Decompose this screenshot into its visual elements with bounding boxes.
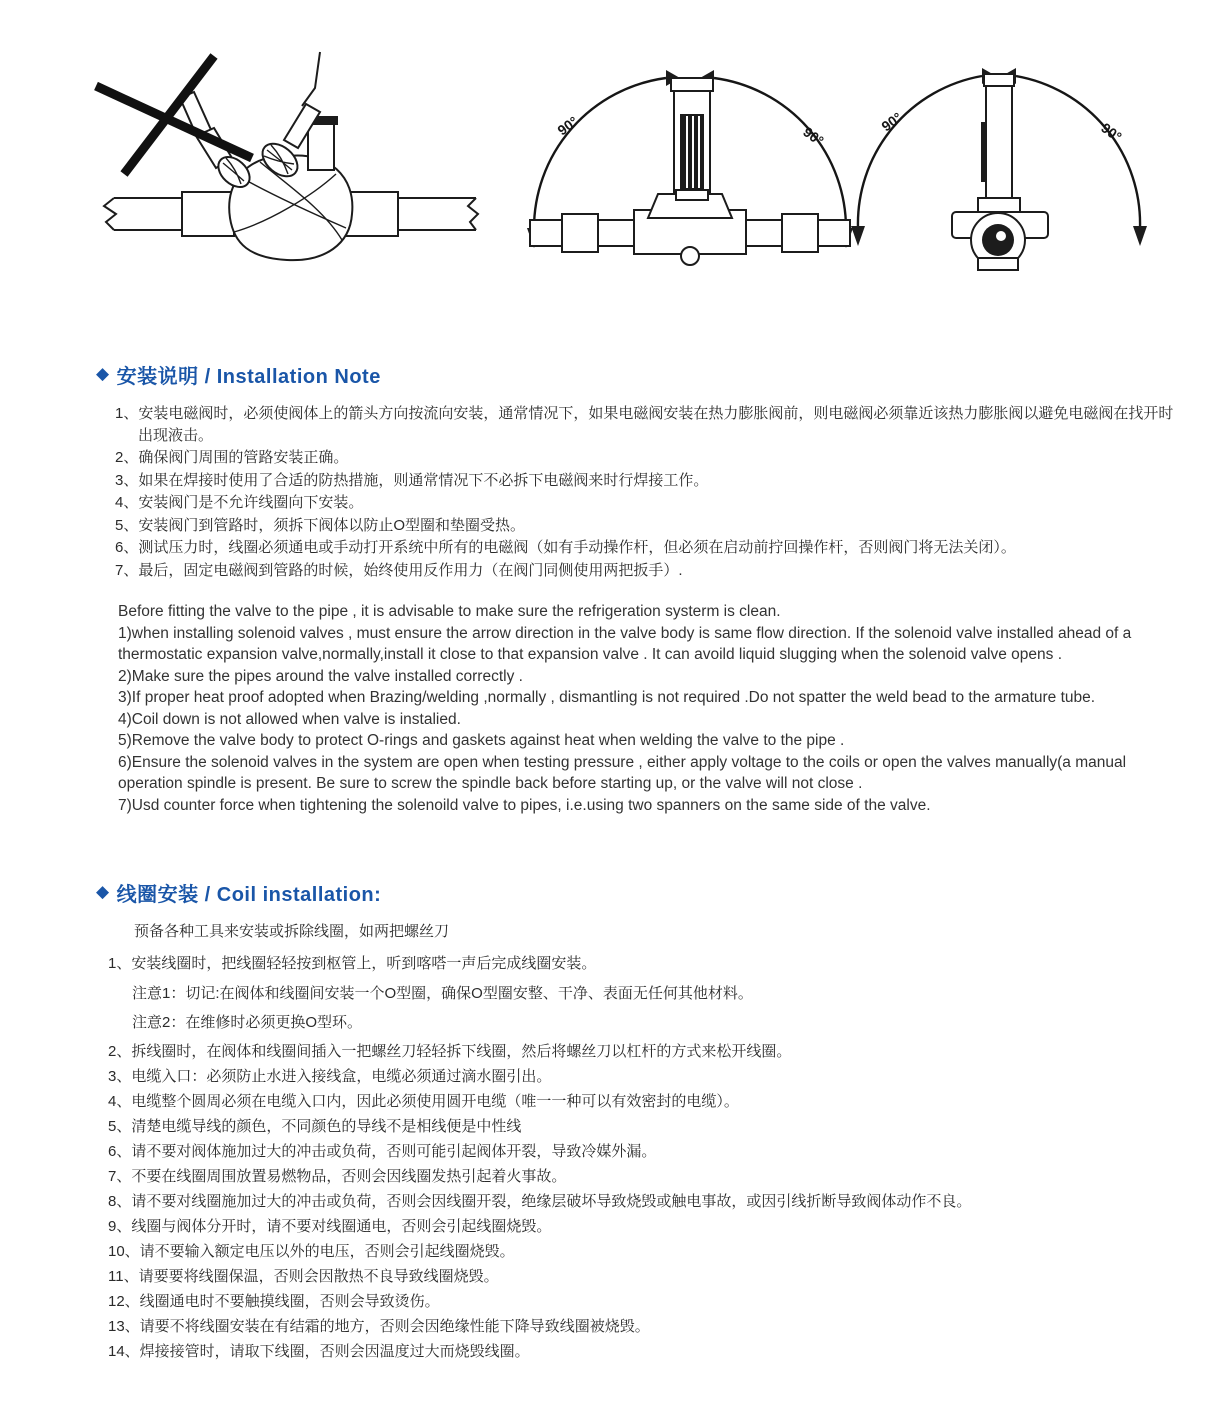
list-item: 8、请不要对线圈施加过大的冲击或负荷，否则会因线圈开裂，绝缘层破坏导致烧毁或触电事故，或因引线折断导致阀体动作不良。 <box>108 1193 972 1210</box>
armature-tube <box>308 124 334 170</box>
coil-installation-heading <box>96 878 1186 907</box>
section-title: 安装说明 / Installation Note <box>116 366 381 388</box>
coil-intro-text: 预备各种工具来安装或拆除线圈，如两把螺丝刀 <box>134 923 450 940</box>
no-flame-welding-figure <box>84 46 484 264</box>
installation-note-en-block <box>118 601 1148 816</box>
solenoid-valve-side-drawing <box>952 74 1048 270</box>
list-item: 14、焊接接管时，请取下线圈，否则会因温度过大而烧毁线圈。 <box>108 1343 530 1360</box>
installation-note-section <box>96 360 1186 816</box>
diamond-icon: ◆ <box>96 881 110 901</box>
installation-note-zh-list <box>96 403 1186 581</box>
note-line: 注意2：在维修时必须更换O型环。 <box>132 1014 363 1031</box>
list-item: 1、安装线圈时，把线圈轻轻按到枢管上，听到喀嗒一声后完成线圈安装。 <box>108 955 597 972</box>
list-item: 4、安装阀门是不允许线圈向下安装。 <box>115 494 364 511</box>
rotation-angle-label: 90° <box>554 113 581 139</box>
diamond-icon: ◆ <box>96 363 110 383</box>
paragraph: Before fitting the valve to the pipe , it is advisable to make sure the refrigeration systerm is clean. <box>118 603 781 620</box>
list-item: 12、线圈通电时不要触摸线圈，否则会导致烫伤。 <box>108 1293 440 1310</box>
list-item: 9、线圈与阀体分开时，请不要对线圈通电，否则会引起线圈烧毁。 <box>108 1218 552 1235</box>
list-item: 11、请要要将线圈保温，否则会因散热不良导致线圈烧毁。 <box>108 1268 499 1285</box>
installation-note-heading <box>96 360 1186 389</box>
paragraph: 4)Coil down is not allowed when valve is instalied. <box>118 710 461 728</box>
list-item: 4、电缆整个圆周必须在电缆入口内，因此必须使用圆开电缆（唯一一种可以有效密封的电缆）。 <box>108 1093 739 1110</box>
list-item: 7、最后，固定电磁阀到管路的时候，始终使用反作用力（在阀门同侧使用两把扳手）. <box>115 561 683 579</box>
list-item: 6、请不要对阀体施加过大的冲击或负荷，否则可能引起阀体开裂，导致冷媒外漏。 <box>108 1143 657 1160</box>
coil-installation-list <box>96 953 1186 1363</box>
list-item: 2、拆线圈时，在阀体和线圈间插入一把螺丝刀轻轻拆下线圈，然后将螺丝刀以杠杆的方式来松开线圈。 <box>108 1043 792 1060</box>
paragraph: 2)Make sure the pipes around the valve installed correctly . <box>118 667 523 685</box>
note-line: 注意1：切记:在阀体和线圈间安装一个O型圈，确保O型圈安整、干净、表面无任何其他材料。 <box>132 985 753 1002</box>
paragraph: 6)Ensure the solenoid valves in the system are open when testing pressure , either apply voltage to the coils or open the valves manually(a manual operation spindle is present. Be sure to screw the spindle back before starting up, or the valve will not close . <box>118 753 1127 792</box>
rotation-angle-label: 90° <box>800 123 827 149</box>
valve-side-rotation-figure <box>850 52 1150 274</box>
paragraph: 1)when installing solenoid valves , must ensure the arrow direction in the valve body is same flow direction. If the solenoid valve installed ahead of a thermostatic expansion valve,normally,install it close to that expansion valve . It can avoild liquid slugging when the solenoid valve opens . <box>118 624 1132 663</box>
list-item: 10、请不要输入额定电压以外的电压，否则会引起线圈烧毁。 <box>108 1243 515 1260</box>
section-title: 线圈安装 / Coil installation: <box>116 884 382 906</box>
rotation-angle-label: 90° <box>1098 119 1125 145</box>
list-item: 5、安装阀门到管路时，须拆下阀体以防止O型圈和垫圈受热。 <box>115 516 526 534</box>
armature-tube <box>986 74 1012 200</box>
paragraph: 5)Remove the valve body to protect O-rings and gaskets against heat when welding the valve to the pipe . <box>118 732 845 749</box>
solenoid-valve-front-drawing <box>530 78 850 265</box>
list-item: 7、不要在线圈周围放置易燃物品，否则会因线圈发热引起着火事故。 <box>108 1168 567 1185</box>
paragraph: 3)If proper heat proof adopted when Brazing/welding ,normally , dismantling is not required .Do not spatter the weld bead to the armature tube. <box>118 689 1096 706</box>
list-item: 3、电缆入口：必须防止水进入接线盒，电缆必须通过滴水圈引出。 <box>108 1068 552 1085</box>
rotation-angle-label: 90° <box>878 109 905 135</box>
list-item: 1、安装电磁阀时，必须使阀体上的箭头方向按流向安装，通常情况下，如果电磁阀安装在热力膨胀阀前，则电磁阀必须靠近该热力膨胀阀以避免电磁阀在找开时出现液击。 <box>115 405 1174 444</box>
valve-front-rotation-figure <box>518 52 863 274</box>
list-item: 2、确保阀门周围的管路安装正确。 <box>115 449 349 466</box>
list-item: 6、测试压力时，线圈必须通电或手动打开系统中所有的电磁阀（如有手动操作杆，但必须在启动前拧回操作杆，否则阀门将无法关闭）。 <box>115 539 1016 556</box>
paragraph: 7)Usd counter force when tightening the solenoild valve to pipes, i.e.using two spanners on the same side of the valve. <box>118 796 931 814</box>
list-item: 5、清楚电缆导线的颜色，不同颜色的导线不是相线便是中性线 <box>108 1118 522 1135</box>
list-item: 3、如果在焊接时使用了合适的防热措施，则通常情况下不必拆下电磁阀来时行焊接工作。 <box>115 471 709 489</box>
coil-installation-section <box>96 878 1186 1366</box>
list-item: 13、请要不将线圈安装在有结霜的地方，否则会因绝缘性能下降导致线圈被烧毁。 <box>108 1318 650 1335</box>
